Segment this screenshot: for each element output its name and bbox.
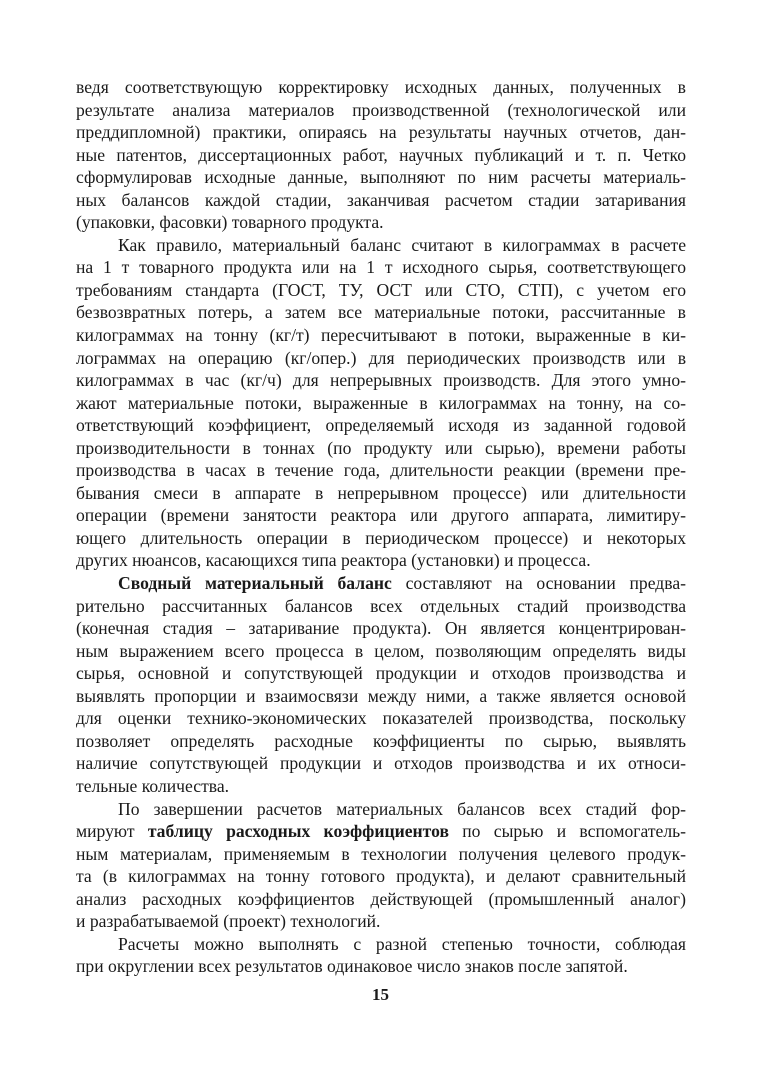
text-run: составляют на основании предва- [391, 573, 686, 594]
text-run: по сырью и вспомогатель- [448, 821, 686, 842]
text-line [76, 752, 686, 775]
page-number: 15 [372, 985, 389, 1004]
text-line [76, 76, 686, 99]
text-line [76, 324, 686, 347]
text-run: ные патентов, диссертационных работ, научных публикаций и т. п. Четко [76, 144, 686, 165]
text-run: тельные количества. [76, 775, 230, 796]
text-run: килограммах на тонну (кг/т) пересчитывают в потоки, выраженные в ки- [76, 325, 686, 346]
paragraph [76, 572, 686, 797]
text-run: По завершении расчетов материальных балансов всех стадий фор- [118, 798, 686, 819]
bold-term: Сводный материальный баланс [118, 573, 392, 594]
paragraph [76, 933, 686, 978]
text-run: килограммах в час (кг/ч) для непрерывных производств. Для этого умно- [76, 370, 686, 391]
text-run: та (в килограммах на тонну готового продукта), и делают сравнительный [76, 866, 686, 887]
text-line [76, 256, 686, 279]
text-run: рительно рассчитанных балансов всех отдельных стадий производства [76, 595, 686, 616]
text-line [76, 910, 686, 933]
text-run: позволяет определять расходные коэффициенты по сырью, выявлять [76, 730, 686, 751]
text-line [76, 234, 686, 257]
text-line [76, 279, 686, 302]
text-line [76, 730, 686, 753]
text-line [76, 662, 686, 685]
text-run: ным выражением всего процесса в целом, позволяющим определять виды [76, 640, 686, 661]
text-run: сформулировав исходные данные, выполняют по ним расчеты материаль- [76, 167, 686, 188]
text-run: ющего длительность операции в периодическом процессе) и некоторых [76, 527, 686, 548]
bold-term: таблицу расходных коэффициентов [147, 821, 449, 842]
text-run: сырья, основной и сопутствующей продукции и отходов производства и [76, 663, 686, 684]
text-run: ответствующий коэффициент, определяемый исходя из заданной годовой [76, 415, 686, 436]
text-run: результате анализа материалов производственной (технологической или [76, 99, 686, 120]
text-line [76, 144, 686, 167]
text-run: бывания смеси в аппарате в непрерывном процессе) или длительности [76, 482, 686, 503]
text-line [76, 414, 686, 437]
text-line [76, 211, 686, 234]
text-run: преддипломной) практики, опираясь на результаты научных отчетов, дан- [76, 122, 686, 143]
text-run: ведя соответствующую корректировку исходных данных, полученных в [76, 77, 686, 97]
text-run: ных балансов каждой стадии, заканчивая расчетом стадии затаривания [76, 189, 686, 210]
text-run: мируют [76, 821, 148, 842]
text-run: производства в часах в течение года, длительности реакции (времени пре- [76, 460, 686, 481]
text-line [76, 549, 686, 572]
text-line [76, 865, 686, 888]
text-line [76, 437, 686, 460]
text-run: требованиям стандарта (ГОСТ, ТУ, ОСТ или СТО, СТП), с учетом его [76, 279, 686, 300]
text-run: операции (времени занятости реактора или другого аппарата, лимитиру- [76, 505, 686, 526]
text-line [76, 820, 686, 843]
text-line [76, 504, 686, 527]
text-line [76, 775, 686, 798]
text-run: лограммах на операцию (кг/опер.) для периодических производств или в [76, 347, 686, 368]
text-line [76, 527, 686, 550]
text-line [76, 595, 686, 618]
text-run: других нюансов, касающихся типа реактора (установки) и процесса. [76, 550, 591, 571]
text-run: и разрабатываемой (проект) технологий. [76, 911, 381, 932]
text-line [76, 99, 686, 122]
text-run: жают материальные потоки, выраженные в килограммах на тонну, на со- [76, 392, 686, 413]
text-run: Как правило, материальный баланс считают в килограммах в расчете [118, 234, 686, 255]
text-run: Расчеты можно выполнять с разной степенью точности, соблюдая [118, 933, 686, 954]
text-line [76, 121, 686, 144]
text-line [76, 955, 686, 978]
paragraph [76, 76, 686, 234]
text-line [76, 843, 686, 866]
paragraph [76, 798, 686, 933]
text-run: при округлении всех результатов одинаковое число знаков после запятой. [76, 956, 628, 977]
text-line [76, 640, 686, 663]
text-run: наличие сопутствующей продукции и отходов производства и их относи- [76, 753, 686, 774]
text-run: для оценки технико-экономических показателей производства, поскольку [76, 708, 686, 729]
text-line [76, 392, 686, 415]
text-run: на 1 т товарного продукта или на 1 т исходного сырья, соответствующего [76, 257, 686, 278]
text-line [76, 301, 686, 324]
text-run: безвозвратных потерь, а затем все материальные потоки, рассчитанные в [76, 302, 686, 323]
text-line [76, 617, 686, 640]
text-line [76, 933, 686, 956]
text-line [76, 798, 686, 821]
text-line [76, 482, 686, 505]
paragraph [76, 234, 686, 572]
text-line [76, 347, 686, 370]
text-run: выявлять пропорции и взаимосвязи между ними, а также является основой [76, 685, 686, 706]
text-line [76, 888, 686, 911]
text-line [76, 707, 686, 730]
text-line [76, 459, 686, 482]
text-line [76, 685, 686, 708]
text-line [76, 189, 686, 212]
text-run: (упаковки, фасовки) товарного продукта. [76, 212, 384, 233]
text-line [76, 369, 686, 392]
text-run: ным материалам, применяемым в технологии получения целевого продук- [76, 843, 686, 864]
text-run: анализ расходных коэффициентов действующей (промышленный аналог) [76, 888, 686, 909]
text-line [76, 166, 686, 189]
text-run: (конечная стадия – затаривание продукта). Он является концентрирован- [76, 618, 686, 639]
text-run: производительности в тоннах (по продукту или сырью), времени работы [76, 437, 686, 458]
text-line [76, 572, 686, 595]
body-text [76, 76, 686, 978]
